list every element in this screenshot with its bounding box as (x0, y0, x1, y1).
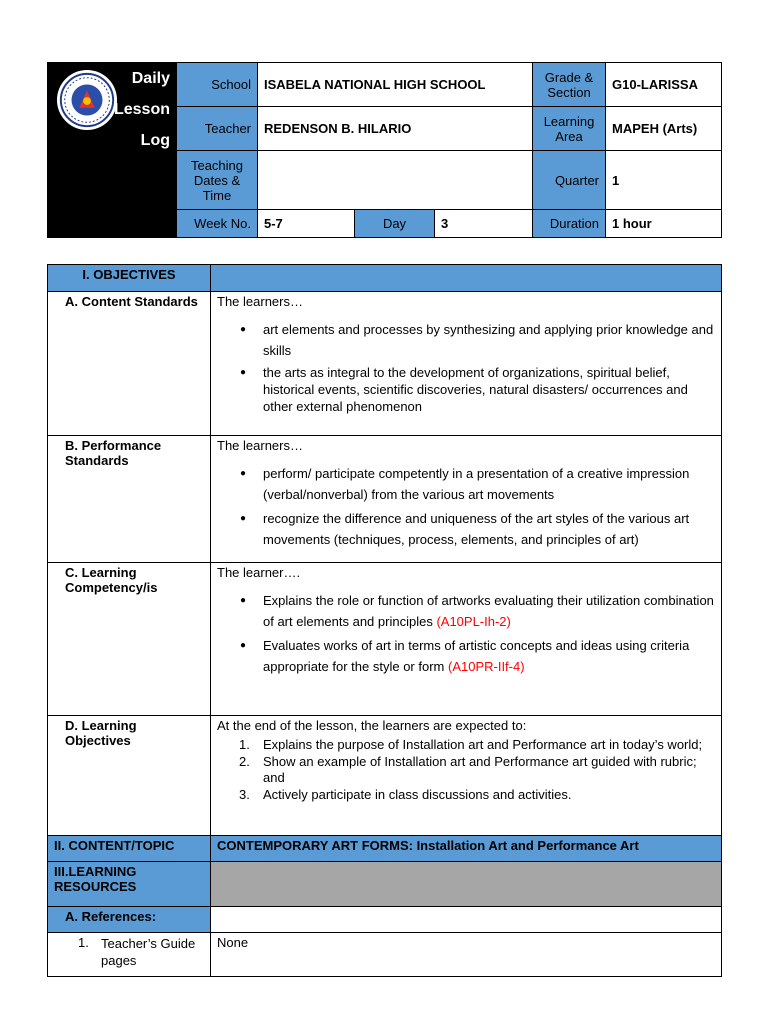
learning-competency-label: C. Learning Competency/is (48, 563, 211, 716)
school-value: ISABELA NATIONAL HIGH SCHOOL (258, 63, 533, 107)
teaching-dates-value (258, 151, 533, 210)
header-table (47, 62, 722, 238)
logo-cell (48, 63, 177, 238)
content-standards-label: A. Content Standards (48, 292, 211, 436)
item-text: Show an example of Installation art and Performance art guided with rubric; and (263, 754, 697, 785)
item-number: 3. (239, 787, 250, 802)
competency-code: (A10PR-IIf-4) (447, 659, 525, 674)
week-value: 5-7 (258, 210, 355, 238)
objectives-heading-blank (211, 265, 722, 292)
item-number: 1. (78, 935, 89, 950)
competency-text: Explains the role or function of artworks evaluating their utilization combination of art elements and principles (263, 593, 714, 629)
quarter-label: Quarter (533, 151, 606, 210)
competency-code: (A10PL-Ih-2) (436, 614, 511, 629)
teacher-label: Teacher (177, 107, 258, 151)
learning-objectives-label: D. Learning Objectives (48, 716, 211, 836)
grade-label: Grade & Section (533, 63, 606, 107)
list-item: ● recognize the difference and uniqueness of the art styles of the various art movements (techniques, process, elements, and principles of art) (263, 508, 715, 550)
learning-objectives-cell (211, 716, 722, 836)
performance-standards-intro: The learners… (217, 438, 303, 453)
list-item (239, 787, 715, 803)
list-item (263, 590, 715, 632)
content-topic-label: II. CONTENT/TOPIC (48, 836, 211, 862)
list-item (239, 737, 715, 753)
daily-lesson-log-title (114, 63, 170, 156)
competency-text: Evaluates works of art in terms of artistic concepts and ideas using criteria appropriate for the style or form (263, 638, 690, 674)
learning-objectives-list (217, 737, 715, 803)
school-label: School (177, 63, 258, 107)
learning-objectives-intro: At the end of the lesson, the learners are expected to: (217, 718, 527, 733)
learning-competency-intro: The learner…. (217, 565, 301, 580)
learning-competency-list (217, 590, 715, 677)
teachers-guide-label: Teacher’s Guide pages (101, 936, 196, 968)
content-standards-intro: The learners… (217, 294, 303, 309)
list-item: ● the arts as integral to the development of organizations, spiritual belief, historical events, scientific discoveries, natural disasters/ occurrences and other external phenomenon (263, 364, 715, 415)
quarter-value: 1 (606, 151, 722, 210)
item-number: 1. (239, 737, 250, 752)
item-text: Actively participate in class discussions and activities. (263, 787, 572, 802)
deped-seal-icon (56, 69, 118, 131)
content-topic-value: CONTEMPORARY ART FORMS: Installation Art and Performance Art (211, 836, 722, 862)
logo-title-daily: Daily (131, 70, 170, 87)
item-text: Explains the purpose of Installation art and Performance art in today’s world; (263, 737, 703, 752)
grade-value: G10-LARISSA (606, 63, 722, 107)
duration-value: 1 hour (606, 210, 722, 238)
day-value: 3 (435, 210, 533, 238)
objectives-heading: I. OBJECTIVES (48, 265, 211, 292)
list-item: ● perform/ participate competently in a presentation of a creative impression (verbal/nonverbal) from the various art movements (263, 463, 715, 505)
content-standards-cell (211, 292, 722, 436)
list-item (263, 635, 715, 677)
performance-standards-cell (211, 436, 722, 563)
content-standards-list (217, 319, 715, 415)
week-label: Week No. (177, 210, 258, 238)
teacher-value: REDENSON B. HILARIO (258, 107, 533, 151)
lesson-plan-table (47, 264, 722, 977)
learning-area-value: MAPEH (Arts) (606, 107, 722, 151)
teachers-guide-label-cell (48, 933, 211, 977)
logo-title-lesson: Lesson (113, 101, 170, 118)
item-number: 2. (239, 754, 250, 769)
learning-resources-blank (211, 862, 722, 907)
teaching-dates-label: Teaching Dates & Time (177, 151, 258, 210)
duration-label: Duration (533, 210, 606, 238)
performance-standards-list (217, 463, 715, 550)
list-item: ● art elements and processes by synthesizing and applying prior knowledge and skills (263, 319, 715, 361)
learning-area-label: Learning Area (533, 107, 606, 151)
teachers-guide-value: None (211, 933, 722, 977)
learning-resources-label: III.LEARNING RESOURCES (48, 862, 211, 907)
learning-competency-cell (211, 563, 722, 716)
logo-title-log: Log (140, 132, 170, 149)
list-item (239, 754, 715, 786)
references-label: A. References: (48, 907, 211, 933)
performance-standards-label: B. Performance Standards (48, 436, 211, 563)
day-label: Day (355, 210, 435, 238)
references-blank (211, 907, 722, 933)
